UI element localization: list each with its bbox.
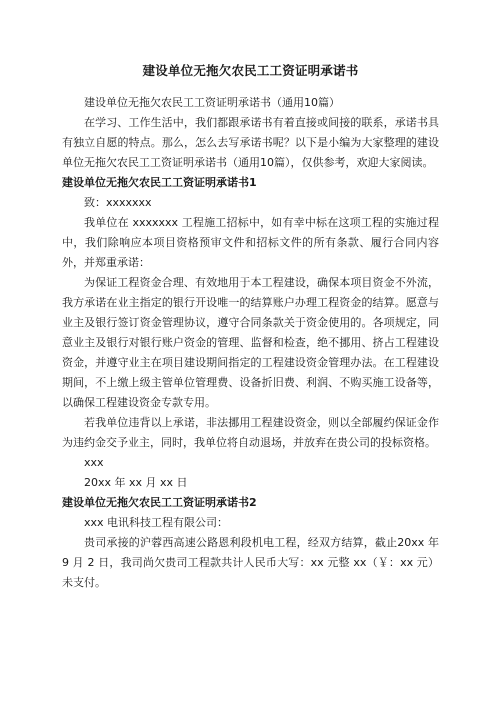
section-1-date: 20xx 年 xx 月 xx 日	[84, 476, 188, 489]
section-2-paragraph: 贵司承接的沪蓉西高速公路恩利段机电工程，经双方结算，截止20xx 年 9 月 2 日，我司尚欠贵司工程款共计人民币大写：xx 元整 xx（￥：xx 元）未支付。	[62, 536, 439, 589]
document-subtitle: 建设单位无拖欠农民工工资证明承诺书（通用10篇）	[84, 96, 340, 109]
section-1-paragraph: 我单位在 xxxxxxx 工程施工招标中，如有幸中标在这项工程的实施过程中，我们除响应本项目资格预审文件和招标文件的所有条款、履行合同内容外，并郑重承诺：	[62, 216, 439, 269]
section-1-salutation: 致：xxxxxxx	[84, 196, 152, 209]
section-1-heading: 建设单位无拖欠农民工工资证明承诺书1	[62, 176, 257, 189]
section-1-paragraph: 为保证工程资金合理、有效地用于本工程建设，确保本项目资金不外流，我方承诺在业主指定的银行开设唯一的结算账户办理工程资金的结算。愿意与业主及银行签订资金管理协议，遵守合同条款关于资金使用的。各项规定，同意业主及银行对银行账户资金的管理、监督和检查，绝不挪用、挤占工程建设资金，并遵守业主在项目建设期间指定的工程建设资金管理办法。在工程建设期间，不上缴上级主管单位管理费、设备折旧费、利润、不购买施工设备等，以确保工程建设资金专款专用。	[62, 276, 439, 409]
intro-paragraph: 在学习、工作生活中，我们都跟承诺书有着直接或间接的联系，承诺书具有独立自愿的特点。那么，怎么去写承诺书呢？以下是小编为大家整理的建设单位无拖欠农民工工资证明承诺书（通用10篇），仅供参考，欢迎大家阅读。	[62, 116, 439, 169]
section-2-heading: 建设单位无拖欠农民工工资证明承诺书2	[62, 496, 257, 509]
section-1-signature: xxx	[84, 456, 104, 469]
section-2-salutation: xxx 电讯科技工程有限公司：	[84, 516, 229, 529]
section-1-paragraph: 若我单位违背以上承诺，非法挪用工程建设资金，则以全部履约保证金作为违约金交予业主，同时，我单位将自动退场，并放弃在贵公司的投标资格。	[62, 416, 439, 449]
document-title: 建设单位无拖欠农民工工资证明承诺书	[142, 63, 359, 78]
